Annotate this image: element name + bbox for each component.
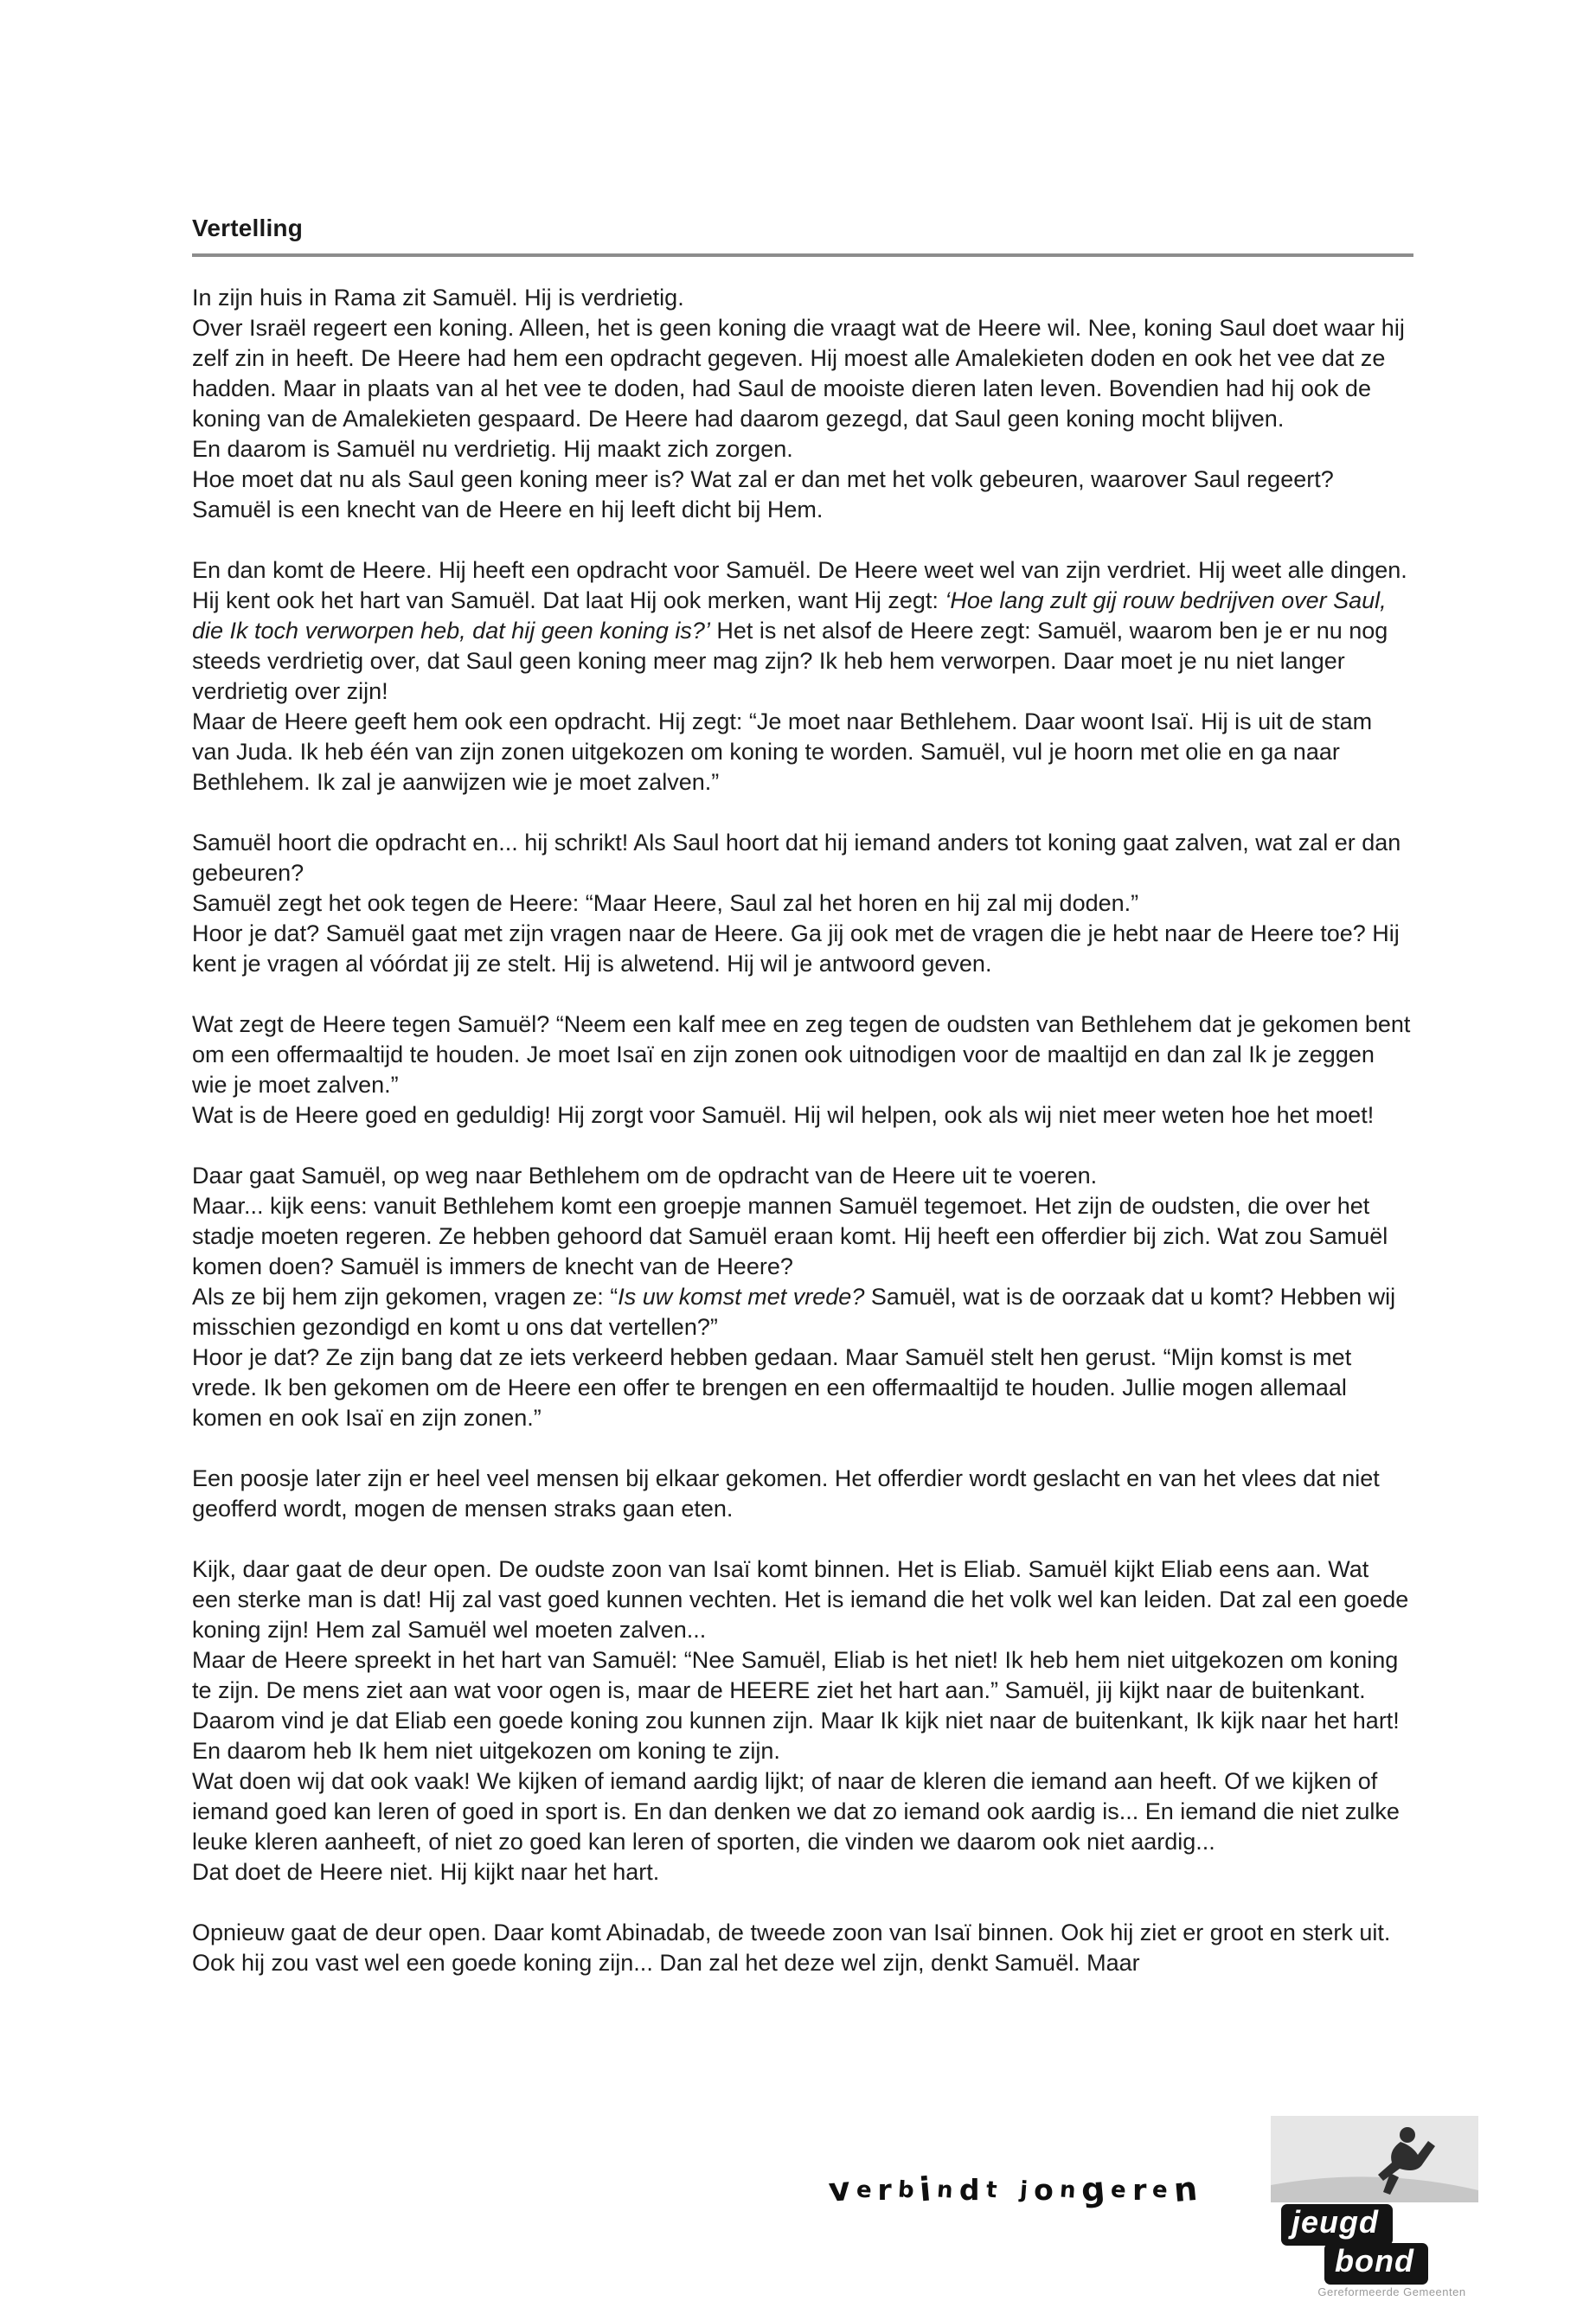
tagline-letter: r [877,2173,892,2207]
text-column [192,215,1413,1978]
text-line [192,707,1413,798]
tagline-space [1001,2170,1016,2209]
logo-jeugd-block [1281,2204,1393,2246]
text-line [192,1857,1413,1888]
text-line [192,1191,1413,1282]
text-line [192,1766,1413,1857]
text-run: Samuël zegt het ook tegen de Heere: “Maar Heere, Saul zal het horen en hij zal mij doden.” [192,890,1139,916]
tagline-letter: i [918,2170,933,2209]
paragraph [192,555,1413,798]
text-run: Wat is de Heere goed en geduldig! Hij zorgt voor Samuël. Hij wil helpen, ook als wij niet meer weten hoe het moet! [192,1102,1375,1128]
text-run: Het is net alsof de Heere zegt: Samuël, waarom ben je er nu nog steeds verdrietig over, dat Saul geen koning meer mag zijn? Ik heb hem verworpen. Daar moet je nu niet langer verdrietig over zijn! [192,618,1388,704]
text-run: Over Israël regeert een koning. Alleen, het is geen koning die vraagt wat de Heere wil. Nee, koning Saul doet waar hij zelf zin in heeft. De Heere had hem een opdracht gegeven. Hij moest alle Amalekieten doden en ook het vee dat ze hadden. Maar in plaats van al het vee te doden, had Saul de mooiste dieren laten leven. Bovendien had hij ook de koning van de Amalekieten gespaard. De Heere had daarom gezegd, dat Saul geen koning mocht blijven. [192,315,1405,432]
text-line [192,1343,1413,1433]
text-line [192,1161,1413,1191]
tagline-letter: d [958,2173,980,2207]
text-run: Maar de Heere geeft hem ook een opdracht. Hij zegt: “Je moet naar Bethlehem. Daar woont Isaï. Hij is uit de stam van Juda. Ik heb één van zijn zonen uitgekozen om koning te worden. Samuël, vul je hoorn met olie en ga naar Bethlehem. Ik zal je aanwijzen wie je moet zalven.” [192,708,1373,795]
text-line [192,465,1413,525]
text-run: Opnieuw gaat de deur open. Daar komt Abinadab, de tweede zoon van Isaï binnen. Ook hij ziet er groot en sterk uit. Ook hij zou vast wel een goede koning zijn... Dan zal het deze wel zijn, denkt Samuël. Maar [192,1920,1391,1976]
tagline-letter: n [1058,2176,1077,2204]
tagline-letter: e [1151,2176,1170,2204]
tagline-letter: r [1132,2173,1147,2207]
text-line [192,283,1413,313]
tagline-verbindt-jongeren [829,2170,1203,2208]
logo-jeugd-text: jeugd [1292,2204,1379,2240]
person-icon [1271,2116,1478,2202]
text-run: Maar... kijk eens: vanuit Bethlehem komt een groepje mannen Samuël tegemoet. Het zijn de oudsten, die over het stadje moeten regeren. Ze hebben gehoord dat Samuël eraan komt. Hij heeft een offerdier bij zich. Wat zou Samuël komen doen? Samuël is immers de knecht van de Heere? [192,1193,1388,1279]
tagline-letter: o [1034,2173,1054,2207]
text-line [192,1282,1413,1343]
text-line [192,1918,1413,1978]
text-run: Dat doet de Heere niet. Hij kijkt naar het hart. [192,1859,660,1885]
text-line [192,1645,1413,1766]
logo-subtitle: Gereformeerde Gemeenten [1317,2285,1466,2298]
text-run: Als ze bij hem zijn gekomen, vragen ze: “ [192,1284,619,1310]
text-run: Kijk, daar gaat de deur open. De oudste zoon van Isaï komt binnen. Het is Eliab. Samuël kijkt Eliab eens aan. Wat een sterke man is dat! Hij zal vast goed kunnen vechten. Het is iemand die het volk wel kan leiden. Dat zal een goede koning zijn! Hem zal Samuël wel moeten zalven... [192,1556,1409,1643]
text-line [192,555,1413,707]
tagline-letter: g [1080,2169,1107,2210]
text-line [192,888,1413,919]
jeugdbond-logo [1271,2116,1478,2301]
tagline-letter: e [855,2176,873,2204]
text-run: Wat doen wij dat ook vaak! We kijken of iemand aardig lijkt; of naar de kleren die iemand aan heeft. Of we kijken of iemand goed kan leren of goed in sport is. En dan denken we dat zo iemand ook aardig is... En iemand die niet zulke leuke kleren aanheeft, of niet zo goed kan leren of sporten, die vinden we daarom ook niet aardig... [192,1768,1400,1855]
logo-photo [1271,2116,1478,2202]
text-line [192,1554,1413,1645]
paragraph [192,283,1413,525]
tagline-letter: j [1019,2176,1029,2204]
text-run: En dan komt de Heere. Hij heeft een opdracht voor Samuël. De Heere weet wel van zijn verdriet. Hij weet alle dingen. Hij kent ook het hart van Samuël. Dat laat Hij ook merken, want Hij zegt: [192,557,1407,613]
paragraph [192,1554,1413,1888]
tagline-letter: v [827,2170,852,2209]
text-run: Maar de Heere spreekt in het hart van Samuël: “Nee Samuël, Eliab is het niet! Ik heb hem niet uitgekozen om koning te zijn. De mens ziet aan wat voor ogen is, maar de HEERE ziet het hart aan.” Samuël, jij kijkt naar de buitenkant. Daarom vind je dat Eliab een goede koning zou kunnen zijn. Maar Ik kijk niet naar de buitenkant, Ik kijk naar het hart! En daarom heb Ik hem niet uitgekozen om koning te zijn. [192,1647,1400,1764]
text-line [192,828,1413,888]
tagline-letter: n [1172,2169,1199,2210]
text-line [192,1009,1413,1100]
text-line [192,434,1413,465]
paragraph [192,828,1413,979]
text-line [192,919,1413,979]
tagline-letter: t [984,2176,997,2204]
document-body [192,283,1413,1978]
text-run: Wat zegt de Heere tegen Samuël? “Neem een kalf mee en zeg tegen de oudsten van Bethlehem dat je gekomen bent om een offermaaltijd te houden. Je moet Isaï en zijn zonen ook uitnodigen voor de maaltijd en dan zal Ik je zeggen wie je moet zalven.” [192,1011,1411,1098]
text-run: Hoor je dat? Samuël gaat met zijn vragen naar de Heere. Ga jij ook met de vragen die je hebt naar de Heere toe? Hij kent je vragen al vóórdat jij ze stelt. Hij is alwetend. Hij wil je antwoord geven. [192,920,1400,977]
text-run: En daarom is Samuël nu verdrietig. Hij maakt zich zorgen. [192,436,793,462]
text-line [192,313,1413,434]
tagline-letter: n [936,2176,954,2204]
document-title: Vertelling [192,215,304,241]
paragraph [192,1009,1413,1131]
italic-text-run: Is uw komst met vrede? [618,1284,865,1310]
paragraph [192,1918,1413,1978]
text-run: Samuël hoort die opdracht en... hij schrikt! Als Saul hoort dat hij iemand anders tot koning gaat zalven, wat zal er dan gebeuren? [192,830,1401,886]
italic-text-run: ‘Hoe lang zult gij rouw bedrijven over Saul, die Ik toch verworpen heb, dat hij geen koning is?’ [192,587,1387,644]
text-run: Hoor je dat? Ze zijn bang dat ze iets verkeerd hebben gedaan. Maar Samuël stelt hen gerust. “Mijn komst is met vrede. Ik ben gekomen om de Heere een offer te brengen en een offermaaltijd te houden. Jullie mogen allemaal komen en ook Isaï en zijn zonen.” [192,1344,1352,1431]
paragraph [192,1161,1413,1433]
text-run: Een poosje later zijn er heel veel mensen bij elkaar gekomen. Het offerdier wordt geslacht en van het vlees dat niet geofferd wordt, mogen de mensen straks gaan eten. [192,1465,1380,1522]
logo-bond-text: bond [1335,2243,1414,2279]
paragraph [192,1464,1413,1524]
text-run: Daar gaat Samuël, op weg naar Bethlehem om de opdracht van de Heere uit te voeren. [192,1163,1098,1189]
text-run: Samuël, wat is de oorzaak dat u komt? Hebben wij misschien gezondigd en komt u ons dat vertellen?” [192,1284,1396,1340]
text-line [192,1100,1413,1131]
tagline-letter: e [1110,2176,1128,2204]
text-run: Hoe moet dat nu als Saul geen koning meer is? Wat zal er dan met het volk gebeuren, waarover Saul regeert? Samuël is een knecht van de Heere en hij leeft dicht bij Hem. [192,466,1334,522]
logo-bond-block [1324,2243,1428,2285]
text-line [192,1464,1413,1524]
text-run: In zijn huis in Rama zit Samuël. Hij is verdrietig. [192,285,684,311]
title-divider [192,253,1413,257]
tagline-letter: b [896,2176,915,2204]
